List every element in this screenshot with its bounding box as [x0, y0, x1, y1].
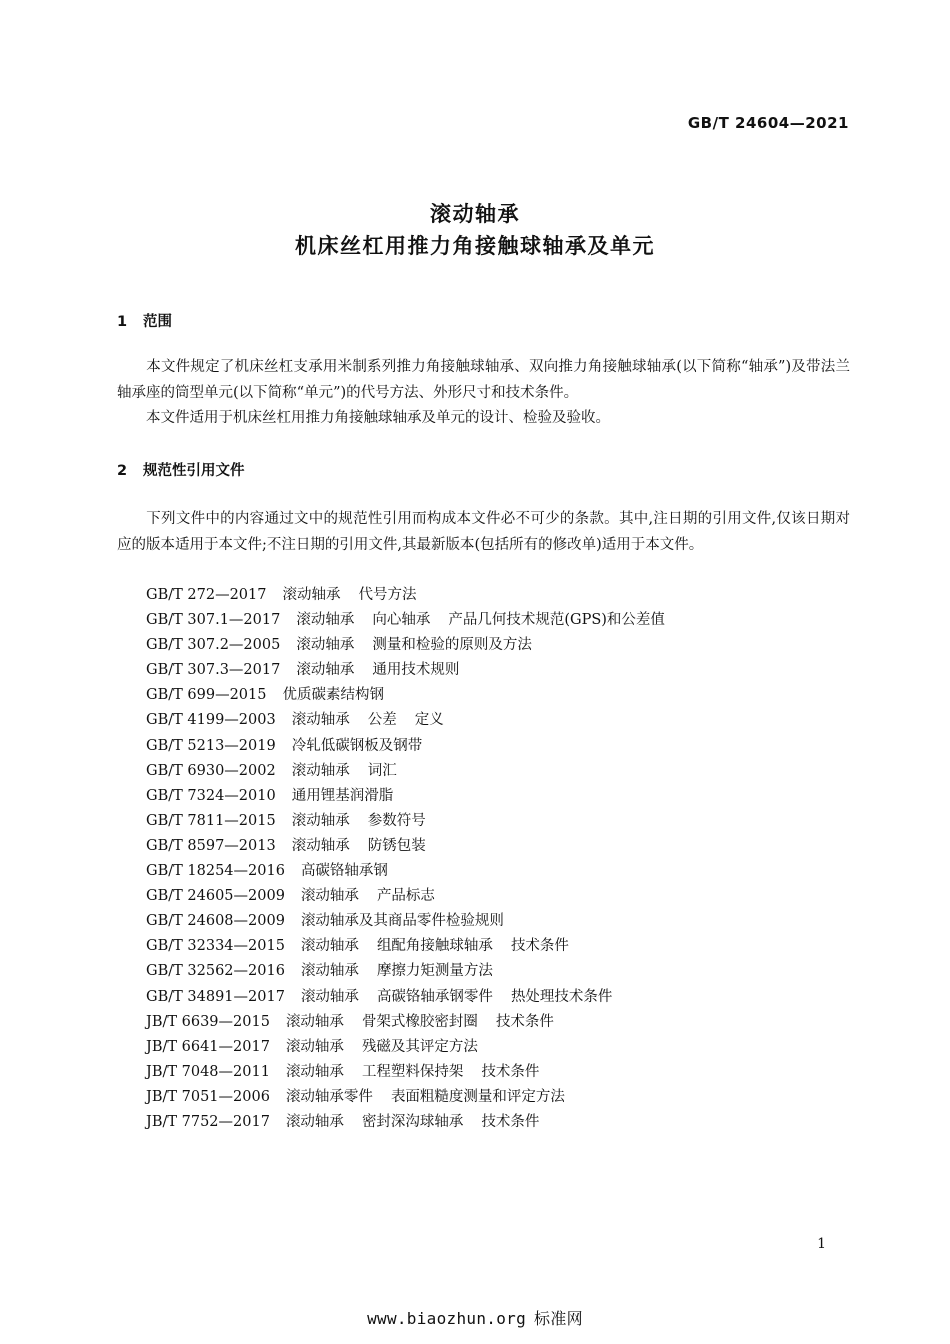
reference-title-segment: 通用锂基润滑脂: [291, 787, 394, 804]
reference-item: [146, 834, 683, 859]
reference-title-segment: 测量和检验的原则及方法: [372, 637, 532, 654]
reference-title-segment: 技术条件: [495, 1013, 554, 1030]
reference-item: [146, 985, 683, 1010]
reference-code: GB/T 32562—2016: [146, 963, 285, 980]
reference-item: [146, 809, 683, 834]
reference-code: GB/T 307.3—2017: [146, 662, 281, 679]
reference-title-segment: 滚动轴承: [300, 938, 359, 955]
reference-code: GB/T 272—2017: [146, 587, 267, 603]
reference-item: [146, 909, 683, 934]
reference-code: GB/T 32334—2015: [146, 938, 285, 955]
reference-item: [146, 759, 683, 784]
scope-paragraph-2: [117, 406, 850, 432]
reference-title-segment: 热处理技术条件: [510, 988, 613, 1005]
standard-code: GB/T 24604—2021: [687, 114, 849, 132]
reference-item: [146, 658, 683, 683]
page-number: 1: [817, 1236, 826, 1252]
reference-item: [146, 608, 683, 633]
reference-title-segment: 优质碳素结构钢: [282, 687, 384, 704]
reference-code: GB/T 24608—2009: [146, 913, 285, 930]
reference-title-segment: 滚动轴承零件: [285, 1088, 373, 1105]
reference-item: [146, 734, 683, 759]
reference-code: GB/T 24605—2009: [146, 888, 285, 905]
section-2-heading: [117, 459, 245, 480]
reference-item: [146, 934, 683, 959]
paragraph-text: 本文件适用于机床丝杠用推力角接触球轴承及单元的设计、检验及验收。: [146, 410, 610, 426]
scope-paragraph-1: [117, 355, 850, 406]
reference-title-segment: 滚动轴承: [285, 1113, 344, 1130]
section-title: 范围: [143, 314, 172, 330]
reference-title-segment: 滚动轴承: [300, 963, 359, 980]
reference-title-segment: 滚动轴承: [285, 1013, 344, 1030]
reference-title-segment: 滚动轴承: [291, 712, 350, 729]
reference-title-segment: 滚动轴承: [291, 837, 350, 854]
reference-title-segment: 残磁及其评定方法: [361, 1038, 478, 1055]
reference-code: JB/T 7752—2017: [146, 1113, 270, 1130]
reference-title-segment: 通用技术规则: [372, 662, 460, 679]
reference-item: [146, 583, 683, 608]
reference-code: JB/T 7048—2011: [146, 1063, 270, 1080]
reference-item: [146, 1035, 683, 1060]
reference-title-segment: 高碳铬轴承钢零件: [376, 988, 493, 1005]
reference-item: [146, 1085, 683, 1110]
reference-title-segment: 定义: [414, 712, 444, 729]
reference-title-segment: 密封深沟球轴承: [361, 1113, 464, 1130]
reference-item: [146, 859, 683, 884]
normative-references-list: [146, 583, 683, 1135]
reference-title-segment: 产品几何技术规范(GPS)和公差值: [448, 612, 665, 629]
reference-code: GB/T 34891—2017: [146, 988, 285, 1005]
reference-code: JB/T 6639—2015: [146, 1013, 270, 1030]
reference-title-segment: 滚动轴承: [296, 662, 355, 679]
section-number: 2: [117, 463, 128, 479]
reference-title-segment: 参数符号: [367, 812, 426, 829]
reference-code: GB/T 8597—2013: [146, 837, 276, 854]
paragraph-text: 本文件规定了机床丝杠支承用米制系列推力角接触球轴承、双向推力角接触球轴承(以下简称“轴承”)及带法兰轴承座的筒型单元(以下简称“单元”)的代号方法、外形尺寸和技术条件。: [117, 359, 850, 401]
reference-title-segment: 骨架式橡胶密封圈: [361, 1013, 478, 1030]
reference-title-segment: 公差: [367, 712, 397, 729]
reference-title-segment: 滚动轴承: [291, 812, 350, 829]
reference-title-segment: 代号方法: [358, 587, 417, 603]
document-title-line1: 滚动轴承: [430, 202, 520, 226]
footer-site-url: www.biaozhun.org: [367, 1309, 527, 1328]
reference-title-segment: 高碳铬轴承钢: [300, 863, 388, 880]
reference-code: GB/T 307.2—2005: [146, 637, 281, 654]
reference-code: GB/T 5213—2019: [146, 737, 276, 754]
reference-title-segment: 滚动轴承: [296, 637, 355, 654]
reference-title-segment: 产品标志: [376, 888, 435, 905]
reference-code: GB/T 18254—2016: [146, 863, 285, 880]
reference-item: [146, 683, 683, 708]
reference-item: [146, 884, 683, 909]
reference-item: [146, 633, 683, 658]
reference-item: [146, 1010, 683, 1035]
reference-item: [146, 708, 683, 733]
reference-code: GB/T 7811—2015: [146, 812, 276, 829]
reference-title-segment: 组配角接触球轴承: [376, 938, 493, 955]
reference-item: [146, 959, 683, 984]
paragraph-text: 下列文件中的内容通过文中的规范性引用而构成本文件必不可少的条款。其中,注日期的引用文件,仅该日期对应的版本适用于本文件;不注日期的引用文件,其最新版本(包括所有的修改单)适用于本文件。: [117, 511, 850, 553]
reference-title-segment: 滚动轴承: [296, 612, 355, 629]
document-title-line2: 机床丝杠用推力角接触球轴承及单元: [295, 234, 655, 258]
reference-title-segment: 词汇: [367, 762, 397, 779]
reference-code: JB/T 6641—2017: [146, 1038, 270, 1055]
section-title: 规范性引用文件: [143, 463, 245, 479]
reference-code: GB/T 307.1—2017: [146, 612, 281, 629]
reference-item: [146, 1060, 683, 1085]
reference-title-segment: 滚动轴承: [300, 988, 359, 1005]
reference-item: [146, 784, 683, 809]
reference-title-segment: 技术条件: [481, 1063, 540, 1080]
footer-site-name: 标准网: [534, 1309, 583, 1328]
reference-title-segment: 技术条件: [510, 938, 569, 955]
reference-code: GB/T 4199—2003: [146, 712, 276, 729]
reference-title-segment: 表面粗糙度测量和评定方法: [390, 1088, 565, 1105]
reference-code: JB/T 7051—2006: [146, 1088, 270, 1105]
watermark-footer: [0, 1306, 950, 1329]
reference-title-segment: 工程塑料保持架: [361, 1063, 464, 1080]
reference-title-segment: 滚动轴承: [300, 888, 359, 905]
reference-title-segment: 滚动轴承: [285, 1063, 344, 1080]
reference-title-segment: 向心轴承: [372, 612, 431, 629]
reference-title-segment: 滚动轴承: [291, 762, 350, 779]
references-intro-paragraph: [117, 507, 850, 558]
reference-title-segment: 冷轧低碳钢板及钢带: [291, 737, 423, 754]
reference-title-segment: 滚动轴承及其商品零件检验规则: [300, 913, 504, 930]
section-number: 1: [117, 314, 128, 330]
reference-title-segment: 滚动轴承: [285, 1038, 344, 1055]
reference-item: [146, 1110, 683, 1135]
reference-code: GB/T 6930—2002: [146, 762, 276, 779]
reference-title-segment: 滚动轴承: [282, 587, 341, 603]
reference-title-segment: 技术条件: [481, 1113, 540, 1130]
reference-title-segment: 防锈包装: [367, 837, 426, 854]
reference-code: GB/T 699—2015: [146, 687, 267, 704]
reference-code: GB/T 7324—2010: [146, 787, 276, 804]
reference-title-segment: 摩擦力矩测量方法: [376, 963, 493, 980]
section-1-heading: [117, 310, 172, 331]
